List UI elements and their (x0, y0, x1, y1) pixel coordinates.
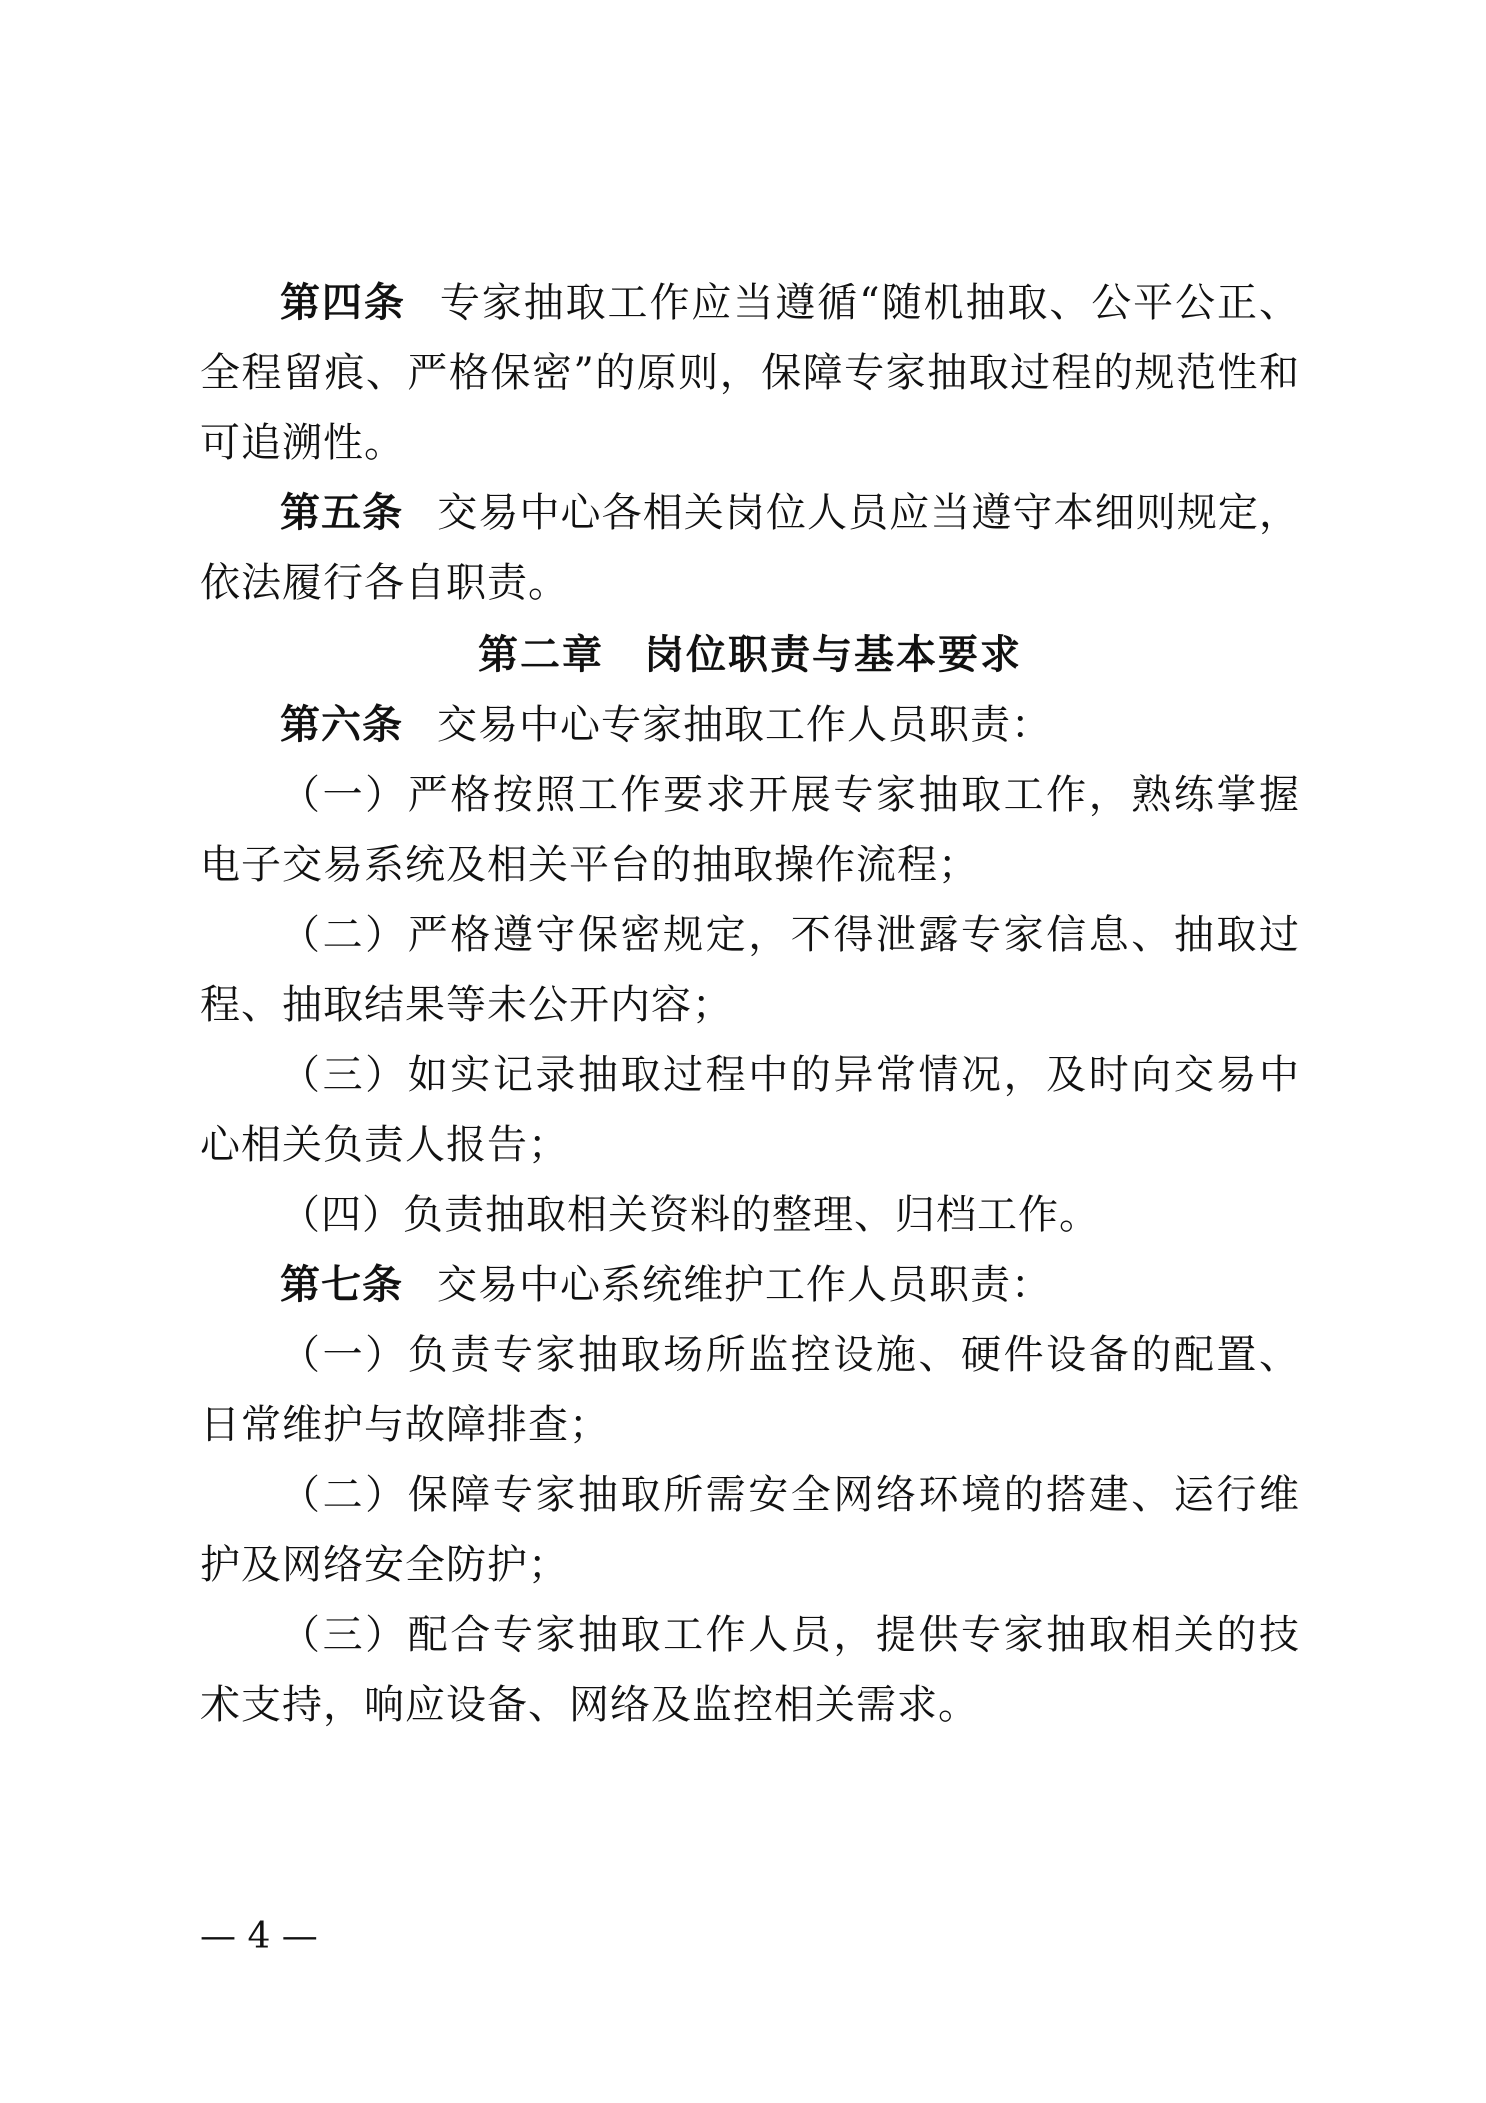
article-7-item: （一）负责专家抽取场所监控设施、硬件设备的配置、日常维护与故障排查； (200, 1332, 1300, 1448)
article-7-item: （二）保障专家抽取所需安全网络环境的搭建、运行维护及网络安全防护； (200, 1472, 1300, 1588)
article-6-paragraph (200, 690, 1300, 760)
article-4-number: 第四条 (280, 279, 406, 326)
article-5-number: 第五条 (280, 489, 404, 536)
article-4-text: 专家抽取工作应当遵循“随机抽取、公平公正、全程留痕、严格保密”的原则，保障专家抽取过程的规范性和可追溯性。 (200, 280, 1300, 466)
chapter-number: 第二章 (478, 631, 604, 678)
section-duties (200, 690, 1300, 1740)
article-7-paragraph (200, 1250, 1300, 1320)
section-general-provisions (200, 268, 1300, 618)
chapter-heading (200, 620, 1300, 690)
article-5-text: 交易中心各相关岗位人员应当遵守本细则规定，依法履行各自职责。 (200, 490, 1301, 606)
article-6-item: （四）负责抽取相关资料的整理、归档工作。 (280, 1192, 1100, 1238)
article-5-paragraph (200, 478, 1300, 618)
article-6-item: （三）如实记录抽取过程中的异常情况，及时向交易中心相关负责人报告； (200, 1052, 1300, 1168)
article-7-text: 交易中心系统维护工作人员职责： (437, 1262, 1052, 1308)
article-7-item: （三）配合专家抽取工作人员，提供专家抽取相关的技术支持，响应设备、网络及监控相关需求。 (200, 1612, 1300, 1728)
article-7-number: 第七条 (280, 1261, 403, 1308)
article-4-paragraph (200, 268, 1300, 478)
article-6-item: （二）严格遵守保密规定，不得泄露专家信息、抽取过程、抽取结果等未公开内容； (200, 912, 1300, 1028)
article-6-text: 交易中心专家抽取工作人员职责： (437, 702, 1052, 748)
chapter-title: 岗位职责与基本要求 (644, 631, 1022, 678)
page-number: — 4 — (200, 1916, 318, 1957)
article-6-number: 第六条 (280, 701, 403, 748)
article-6-item: （一）严格按照工作要求开展专家抽取工作，熟练掌握电子交易系统及相关平台的抽取操作流程； (200, 772, 1300, 888)
